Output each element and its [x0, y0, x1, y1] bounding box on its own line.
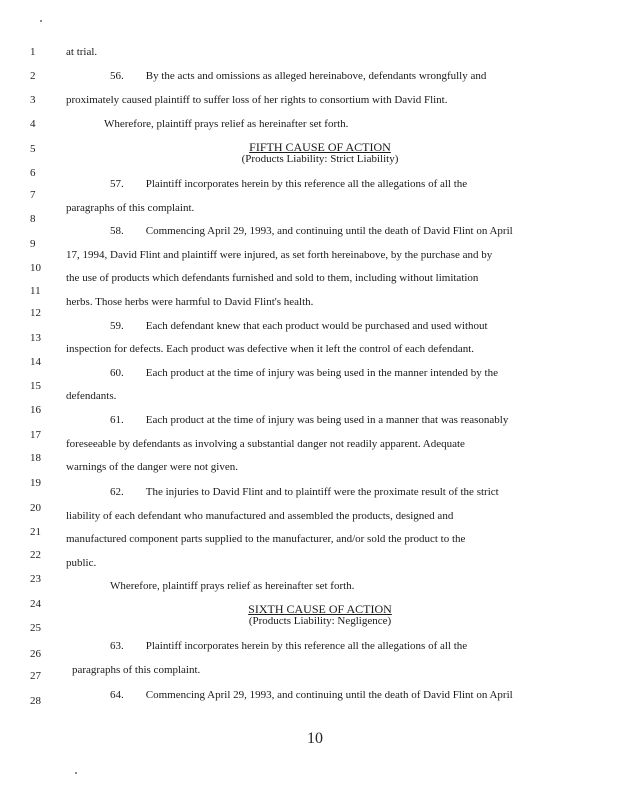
line-number: 10 [30, 262, 41, 274]
line-number: 1 [30, 46, 36, 58]
line-number: 24 [30, 598, 41, 610]
line-number: 20 [30, 502, 41, 514]
text-line: herbs. Those herbs were harmful to David Flint's health. [66, 296, 314, 308]
text-line: paragraphs of this complaint. [66, 202, 195, 214]
text-line: 57. Plaintiff incorporates herein by this reference all the allegations of all the [110, 178, 468, 190]
line-number: 12 [30, 307, 41, 319]
text-line: foreseeable by defendants as involving a substantial danger not readily apparent. Adequate [66, 438, 465, 450]
line-number: 28 [30, 695, 41, 707]
text-line: defendants. [66, 390, 117, 402]
text-line: inspection for defects. Each product was defective when it left the control of each defendant. [66, 343, 475, 355]
scan-speck [40, 20, 42, 22]
text-line: proximately caused plaintiff to suffer loss of her rights to consortium with David Flint. [66, 94, 448, 106]
text-line: 63. Plaintiff incorporates herein by this reference all the allegations of all the [110, 640, 468, 652]
text-line: at trial. [66, 46, 98, 58]
line-number: 18 [30, 452, 41, 464]
section-heading [160, 603, 480, 627]
text-line: 62. The injuries to David Flint and to plaintiff were the proximate result of the strict [110, 486, 499, 498]
text-line: warnings of the danger were not given. [66, 461, 238, 473]
text-line: 56. By the acts and omissions as alleged hereinabove, defendants wrongfully and [110, 70, 487, 82]
line-number: 19 [30, 477, 41, 489]
scan-speck [75, 772, 77, 774]
text-line: paragraphs of this complaint. [72, 664, 201, 676]
line-number: 6 [30, 167, 36, 179]
line-number: 15 [30, 380, 41, 392]
text-line: liability of each defendant who manufactured and assembled the products, designed and [66, 510, 454, 522]
text-line: 61. Each product at the time of injury was being used in a manner that was reasonably [110, 414, 509, 426]
text-line: the use of products which defendants furnished and sold to them, including without limitation [66, 272, 479, 284]
line-number: 13 [30, 332, 41, 344]
line-number: 25 [30, 622, 41, 634]
line-number: 8 [30, 213, 36, 225]
text-line: Wherefore, plaintiff prays relief as hereinafter set forth. [104, 118, 349, 130]
line-number: 7 [30, 189, 36, 201]
line-number: 16 [30, 404, 41, 416]
page-number: 10 [307, 730, 323, 747]
heading-subtitle: (Products Liability: Negligence) [248, 615, 392, 627]
line-number: 23 [30, 573, 41, 585]
line-number: 3 [30, 94, 36, 106]
line-number: 26 [30, 648, 41, 660]
text-line: 59. Each defendant knew that each product would be purchased and used without [110, 320, 488, 332]
heading-subtitle: (Products Liability: Strict Liability) [241, 153, 399, 165]
line-number: 14 [30, 356, 41, 368]
text-line: 58. Commencing April 29, 1993, and continuing until the death of David Flint on April [110, 225, 513, 237]
text-line: 60. Each product at the time of injury was being used in the manner intended by the [110, 367, 498, 379]
line-number: 17 [30, 429, 41, 441]
line-number: 9 [30, 238, 36, 250]
line-number: 22 [30, 549, 41, 561]
heading-title: FIFTH CAUSE OF ACTION [249, 140, 391, 154]
line-number: 27 [30, 670, 41, 682]
text-line: 64. Commencing April 29, 1993, and continuing until the death of David Flint on April [110, 689, 513, 701]
line-number: 2 [30, 70, 36, 82]
section-heading [160, 141, 480, 165]
text-line: public. [66, 557, 97, 569]
line-number: 5 [30, 143, 36, 155]
text-line: manufactured component parts supplied to the manufacturer, and/or sold the product to the [66, 533, 466, 545]
line-number: 21 [30, 526, 41, 538]
line-number: 11 [30, 285, 41, 297]
text-line: Wherefore, plaintiff prays relief as hereinafter set forth. [110, 580, 355, 592]
line-number: 4 [30, 118, 36, 130]
text-line: 17, 1994, David Flint and plaintiff were injured, as set forth hereinabove, by the purchase and by [66, 249, 493, 261]
heading-title: SIXTH CAUSE OF ACTION [248, 602, 392, 616]
